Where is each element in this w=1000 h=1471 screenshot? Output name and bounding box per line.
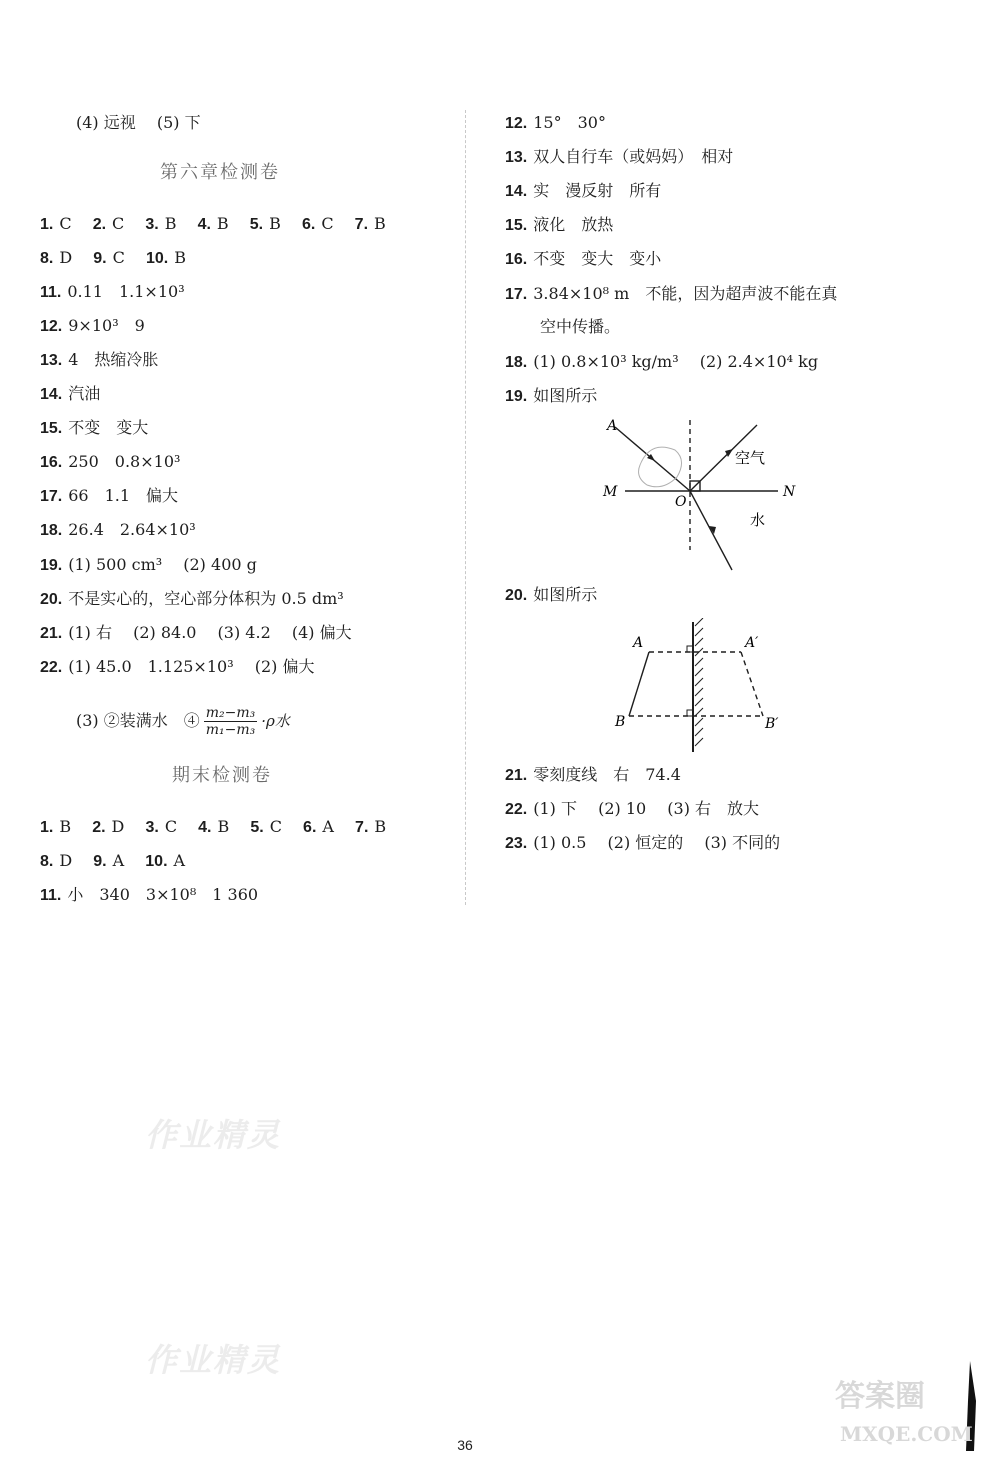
- label-B-prime: B′: [765, 716, 779, 732]
- answer-item-r12: 12. 15° 30°: [505, 113, 606, 132]
- final-row-1-7: 1. B 2. D 3. C 4. B 5. C 6. A 7. B: [40, 817, 387, 836]
- mirror-diagram: [605, 618, 795, 758]
- refracted-ray: [690, 491, 732, 570]
- section-title-final: 期末检测卷: [172, 765, 272, 786]
- answer-item-11: 11. 0.11 1.1×10³: [40, 282, 185, 301]
- final-row-8-10: 8. D 9. A 10. A: [40, 851, 186, 870]
- answer-item-r21: 21. 零刻度线 右 74.4: [505, 765, 681, 784]
- answer-item-22-part3: (3) ②装满水 ④ $\frac{\text{m₂−m₃}}{\text{m₁−m₃}}$ ·ρ水: [76, 705, 290, 738]
- mirror-hatch: [695, 728, 703, 736]
- answer-item-r23: 23. (1) 0.5 (2) 恒定的 (3) 不同的: [505, 833, 781, 852]
- mirror-hatch: [695, 678, 703, 686]
- label-air: 空气: [735, 449, 766, 467]
- answer-item-18: 18. 26.4 2.64×10³: [40, 520, 196, 539]
- label-A: A: [607, 418, 618, 434]
- column-divider: [465, 110, 466, 905]
- answer-item-r13: 13. 双人自行车（或妈妈） 相对: [505, 147, 734, 166]
- image-A2B2: [741, 652, 763, 716]
- mirror-hatch: [695, 628, 703, 636]
- section-title-chapter6: 第六章检测卷: [160, 162, 280, 183]
- answer-item-19: 19. (1) 500 cm³ (2) 400 g: [40, 555, 257, 574]
- label-B: B: [615, 714, 626, 730]
- label-O: O: [675, 494, 687, 510]
- site-logo-icon: [830, 1361, 980, 1451]
- answer-item-21: 21. (1) 右 (2) 84.0 (3) 4.2 (4) 偏大: [40, 623, 352, 642]
- answer-item-22: 22. (1) 45.0 1.125×10³ (2) 偏大: [40, 657, 315, 676]
- answer-item-r20: 20. 如图所示: [505, 585, 598, 604]
- watermark-stamp: 作业精灵: [145, 1116, 282, 1154]
- label-water: 水: [750, 511, 766, 529]
- mirror-hatch: [695, 708, 703, 716]
- answer-line-top: (4) 远视 (5) 下: [76, 113, 201, 132]
- answer-row-8-10: 8. D 9. C 10. B: [40, 248, 186, 267]
- mirror-hatch: [695, 658, 703, 666]
- mirror-hatch: [695, 718, 703, 726]
- answer-item-20: 20. 不是实心的，空心部分体积为 0.5 dm³: [40, 589, 344, 608]
- mirror-hatch: [695, 618, 703, 626]
- mirror-hatch: [695, 668, 703, 676]
- answer-item-16: 16. 250 0.8×10³: [40, 452, 181, 471]
- answer-item-r16: 16. 不变 变大 变小: [505, 249, 662, 268]
- mirror-hatch: [695, 688, 703, 696]
- watermark-stamp: 作业精灵: [145, 1341, 282, 1379]
- answer-row-1-7: 1. C 2. C 3. B 4. B 5. B 6. C 7. B: [40, 214, 386, 233]
- answer-item-r19: 19. 如图所示: [505, 386, 598, 405]
- refraction-diagram: [595, 415, 805, 575]
- label-A: A: [633, 635, 644, 651]
- answer-item-r22: 22. (1) 下 (2) 10 (3) 右 放大: [505, 799, 760, 818]
- answer-item-r17: 17. 3.84×10⁸ m 不能，因为超声波不能在真: [505, 284, 838, 303]
- answer-item-r15: 15. 液化 放热: [505, 215, 614, 234]
- label-N: N: [783, 484, 796, 500]
- answer-item-15: 15. 不变 变大: [40, 418, 149, 437]
- answer-item-13: 13. 4 热缩冷胀: [40, 350, 159, 369]
- mirror-hatch: [695, 638, 703, 646]
- density-fraction: $\frac{\text{m₂−m₃}}{\text{m₁−m₃}}$: [205, 705, 256, 738]
- label-M: M: [603, 484, 618, 500]
- answer-item-12: 12. 9×10³ 9: [40, 316, 145, 335]
- final-item-11: 11. 小 340 3×10⁸ 1 360: [40, 885, 259, 904]
- mirror-hatch: [695, 698, 703, 706]
- page-number: 36: [457, 1437, 473, 1453]
- object-AB: [629, 652, 649, 716]
- answer-item-17: 17. 66 1.1 偏大: [40, 486, 179, 505]
- answer-item-r14: 14. 实 漫反射 所有: [505, 181, 662, 200]
- answer-item-r17-cont: 空中传播。: [540, 317, 621, 336]
- corner-site-text: MXQE.COM: [840, 1422, 973, 1446]
- corner-logo-text: 答案圈: [835, 1379, 925, 1414]
- label-A-prime: A′: [745, 635, 759, 651]
- mirror-hatch: [695, 738, 703, 746]
- answer-item-14: 14. 汽油: [40, 384, 101, 403]
- answer-item-r18: 18. (1) 0.8×10³ kg/m³ (2) 2.4×10⁴ kg: [505, 352, 819, 371]
